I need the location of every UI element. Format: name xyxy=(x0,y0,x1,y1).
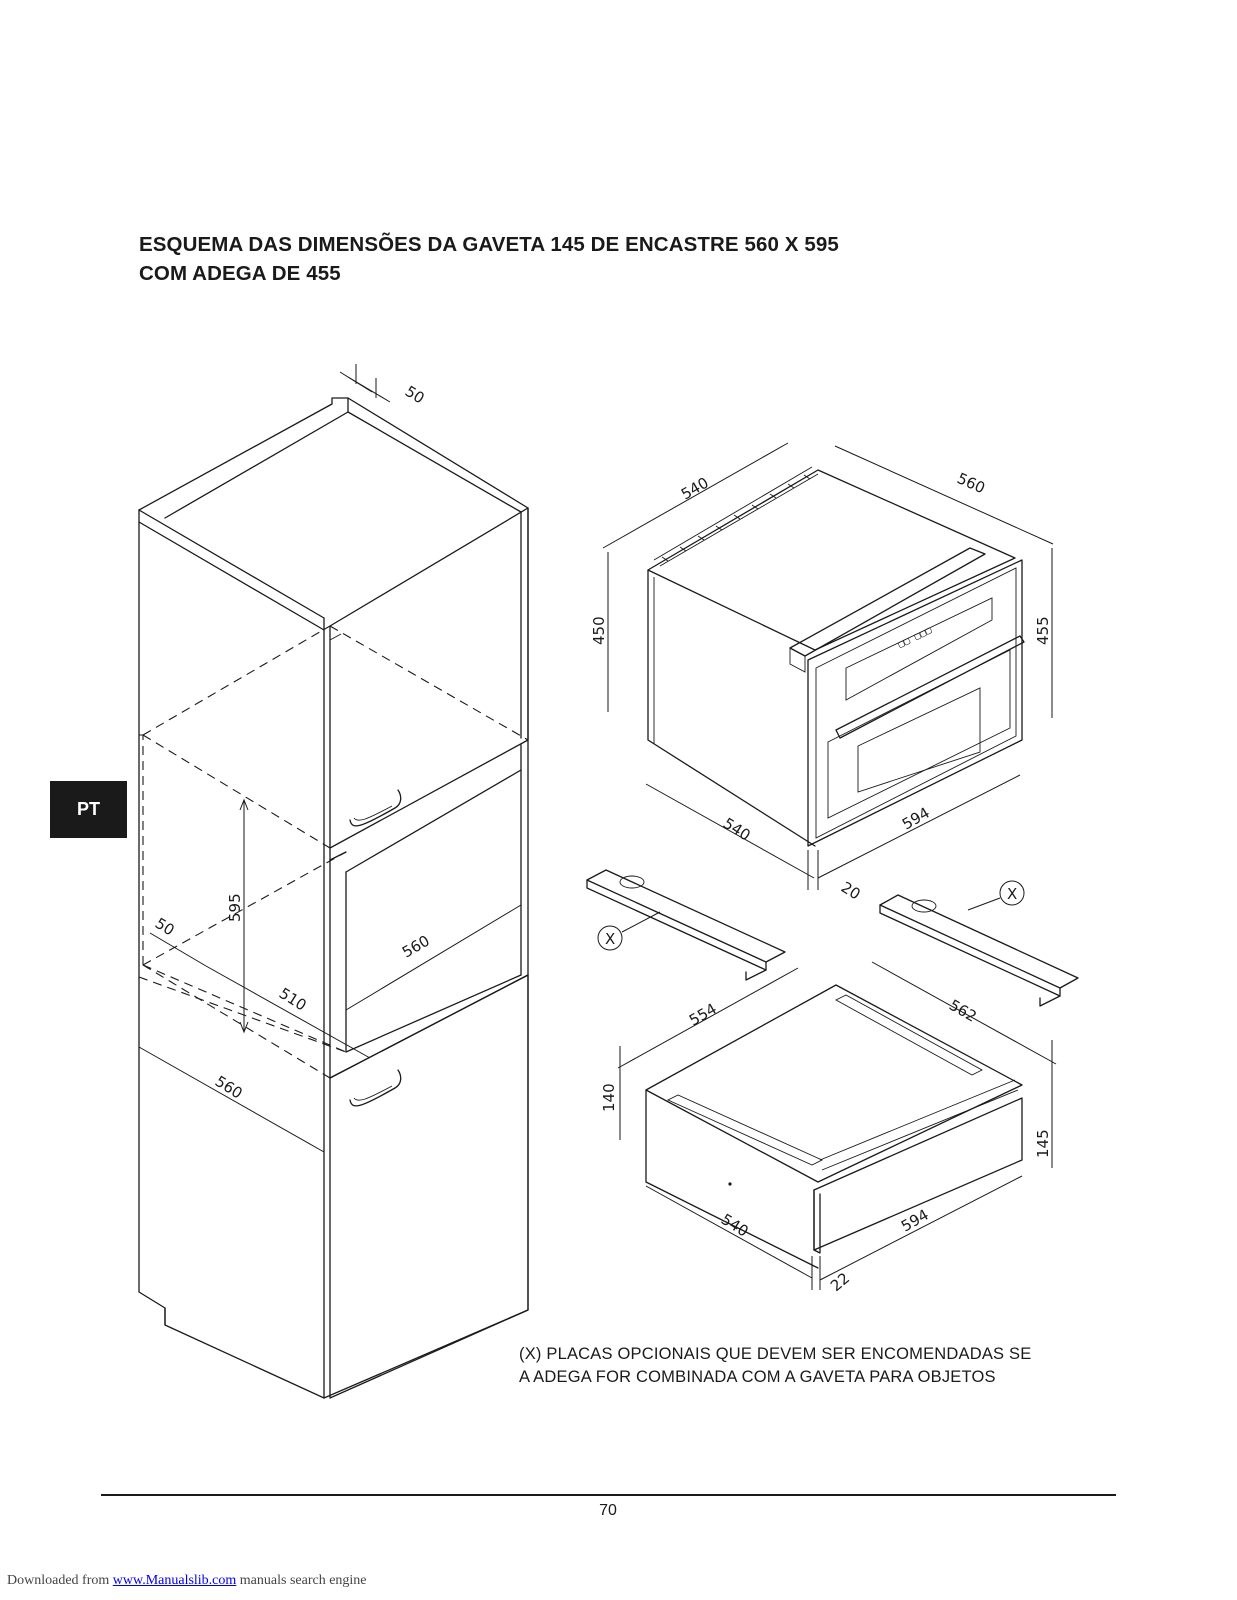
dim-wine-width-top: 560 xyxy=(954,469,988,498)
note-line-1: (X) PLACAS OPCIONAIS QUE DEVEM SER ENCOMENDADAS SE xyxy=(519,1345,1032,1363)
page-number: 70 xyxy=(599,1502,617,1519)
drawer-drawing xyxy=(618,962,1056,1290)
plate-marker-right: X xyxy=(1007,885,1018,903)
dim-drawer-depth-top: 554 xyxy=(686,999,720,1030)
dim-drawer-width-bottom: 594 xyxy=(898,1205,932,1236)
dim-cabinet-inner-depth: 510 xyxy=(275,984,310,1015)
dim-drawer-front-thickness: 22 xyxy=(827,1269,854,1296)
dim-wine-height-left: 450 xyxy=(590,616,608,645)
svg-text:▢▢ ▢▢▢: ▢▢ ▢▢▢ xyxy=(896,624,934,651)
dim-drawer-height-left: 140 xyxy=(600,1083,618,1112)
dim-cabinet-top-offset: 50 xyxy=(401,382,428,408)
footer-prefix: Downloaded from xyxy=(7,1573,113,1588)
note-line-2: A ADEGA FOR COMBINADA COM A GAVETA PARA OBJETOS xyxy=(519,1368,996,1386)
dim-drawer-depth-bottom: 540 xyxy=(717,1210,752,1241)
footer-suffix: manuals search engine xyxy=(236,1573,367,1588)
footer-divider xyxy=(101,1494,1116,1496)
dim-wine-depth-bottom: 540 xyxy=(719,814,754,845)
dim-cabinet-niche-height: 595 xyxy=(226,893,244,922)
dim-wine-height-right: 455 xyxy=(1034,616,1052,645)
dim-wine-width-bottom: 594 xyxy=(899,803,933,834)
dim-cabinet-inner-width: 560 xyxy=(399,931,433,962)
wine-cellar-dimension-labels xyxy=(590,469,1052,903)
language-tab: PT xyxy=(50,781,127,838)
title-line-1: ESQUEMA DAS DIMENSÕES DA GAVETA 145 DE ENCASTRE 560 X 595 xyxy=(139,233,839,256)
cabinet-dimension-labels xyxy=(152,382,433,1102)
dim-wine-depth-top: 540 xyxy=(678,473,712,504)
dim-drawer-width-top: 562 xyxy=(946,995,980,1026)
download-footer xyxy=(7,1573,367,1589)
optional-plates-note xyxy=(519,1343,1031,1389)
optional-plate-right xyxy=(880,881,1078,1006)
dim-drawer-height-right: 145 xyxy=(1034,1129,1052,1158)
wine-cellar-drawing xyxy=(603,443,1053,890)
cabinet-drawing xyxy=(139,364,528,1398)
dim-wine-front-thickness: 20 xyxy=(837,878,864,904)
manualslib-link[interactable]: www.Manualslib.com xyxy=(112,1573,237,1588)
title-line-2: COM ADEGA DE 455 xyxy=(139,262,341,285)
dim-cabinet-side-offset: 50 xyxy=(151,914,178,940)
plate-marker-left: X xyxy=(605,930,616,948)
optional-plate-left xyxy=(587,870,785,980)
dim-cabinet-outer-depth: 560 xyxy=(211,1072,246,1103)
